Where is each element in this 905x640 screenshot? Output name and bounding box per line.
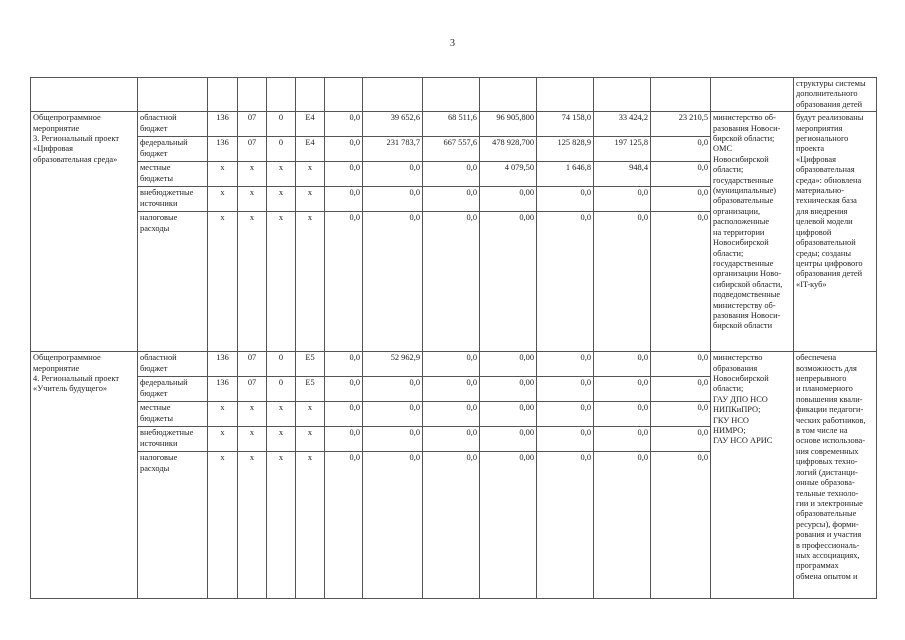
grbs-cell: 136 [208, 137, 238, 162]
executor-cell-line: разования Новоси- [713, 310, 781, 320]
csr-cell: x [296, 162, 325, 187]
value-cell: 0,0 [325, 352, 363, 377]
executor-cell-line: образования [713, 363, 758, 373]
value-cell: 0,0 [594, 352, 651, 377]
value-cell: 0,00 [480, 377, 537, 402]
program-table [30, 77, 877, 599]
funding-source-cell: областной бюджет [138, 112, 208, 137]
funding-source-cell: местные бюджеты [138, 402, 208, 427]
value-cell: 0,0 [594, 187, 651, 212]
executor-cell-line: организации, [713, 206, 761, 216]
value-cell: 0,0 [651, 377, 711, 402]
executor-cell-line: ОМС [713, 144, 733, 154]
value-cell: 0,0 [363, 427, 423, 452]
pr-cell: 0 [267, 377, 296, 402]
executor-cell [711, 112, 794, 352]
grbs-cell: 136 [208, 377, 238, 402]
value-cell: 33 424,2 [594, 112, 651, 137]
value-cell: 0,0 [594, 452, 651, 599]
value-cell: 0,0 [325, 187, 363, 212]
executor-cell-line: на территории [713, 227, 765, 237]
funding-source-cell: внебюджетные источники [138, 427, 208, 452]
rz-cell: x [238, 212, 267, 352]
result-cell-line: и планомерного [796, 384, 853, 394]
result-cell-line: «Цифровая [796, 154, 836, 164]
measure-name-cell-line: Общепрограммное [33, 353, 101, 363]
grbs-cell: x [208, 452, 238, 599]
executor-cell-line: организации Ново- [713, 269, 782, 279]
rz-cell: x [238, 452, 267, 599]
executor-cell-line: расположенные [713, 217, 770, 227]
value-cell: 0,0 [537, 352, 594, 377]
value-cell: 0,0 [651, 452, 711, 599]
pr-cell: x [267, 162, 296, 187]
measure-name-cell-line: 3. Региональный проект [33, 134, 119, 144]
value-cell: 0,0 [363, 187, 423, 212]
result-cell-line: в профессиональ- [796, 540, 860, 550]
value-cell: 0,0 [423, 377, 480, 402]
result-cell-line: образовательная [796, 165, 855, 175]
value-cell: 0,0 [423, 427, 480, 452]
value-cell: 96 905,800 [480, 112, 537, 137]
executor-cell-line: государственные [713, 258, 774, 268]
measure-name-cell [31, 112, 138, 352]
value-cell: 0,0 [423, 452, 480, 599]
executor-cell-line: Новосибирской [713, 374, 769, 384]
pr-cell: 0 [267, 137, 296, 162]
measure-name-cell [31, 352, 138, 599]
pr-cell: x [267, 452, 296, 599]
measure-name-cell-line: 4. Региональный проект [33, 374, 119, 384]
executor-cell-line: области; [713, 384, 744, 394]
rz-cell: x [238, 427, 267, 452]
value-cell: 0,00 [480, 187, 537, 212]
result-cell-line: среды; созданы [796, 248, 851, 258]
value-cell: 39 652,6 [363, 112, 423, 137]
result-cell-line: цифровой [796, 227, 832, 237]
header-result-cell: структуры системы дополнительного образования детей [794, 78, 877, 112]
value-cell: 4 079,50 [480, 162, 537, 187]
value-cell: 667 557,6 [423, 137, 480, 162]
result-cell-line: повышения квали- [796, 394, 863, 404]
executor-cell-line: разования Новоси- [713, 123, 781, 133]
csr-cell: E4 [296, 112, 325, 137]
value-cell: 0,0 [651, 137, 711, 162]
measure-name-cell-line: мероприятие [33, 123, 80, 133]
value-cell: 0,0 [423, 402, 480, 427]
result-cell-line: целевой модели [796, 217, 853, 227]
value-cell: 0,0 [594, 212, 651, 352]
value-cell: 0,0 [651, 212, 711, 352]
value-cell: 0,0 [423, 352, 480, 377]
result-cell-line: фикации педагоги- [796, 405, 864, 415]
executor-cell-line: сибирской области, [713, 279, 783, 289]
value-cell: 0,00 [480, 452, 537, 599]
grbs-cell: x [208, 427, 238, 452]
grbs-cell: x [208, 162, 238, 187]
measure-name-cell-line: «Учитель будущего» [33, 384, 108, 394]
value-cell: 0,0 [423, 212, 480, 352]
value-cell: 0,0 [537, 377, 594, 402]
value-cell: 0,0 [363, 212, 423, 352]
rz-cell: 07 [238, 112, 267, 137]
result-cell-line: центры цифрового [796, 258, 863, 268]
pr-cell: x [267, 187, 296, 212]
table-row [31, 352, 877, 377]
executor-cell-line: Новосибирской [713, 238, 769, 248]
grbs-cell: x [208, 187, 238, 212]
csr-cell: E5 [296, 352, 325, 377]
executor-cell-line: Новосибирской [713, 154, 769, 164]
executor-cell-line: ГАУ НСО АРИС [713, 436, 773, 446]
rz-cell: x [238, 402, 267, 427]
rz-cell: 07 [238, 137, 267, 162]
funding-source-cell: внебюджетные источники [138, 187, 208, 212]
value-cell: 1 646,8 [537, 162, 594, 187]
executor-cell-line: ГКУ НСО [713, 415, 749, 425]
result-cell-line: проекта [796, 144, 825, 154]
grbs-cell: 136 [208, 352, 238, 377]
executor-cell-line: министерству об- [713, 300, 776, 310]
value-cell: 0,0 [363, 377, 423, 402]
value-cell: 0,00 [480, 427, 537, 452]
funding-source-cell: местные бюджеты [138, 162, 208, 187]
value-cell: 948,4 [594, 162, 651, 187]
result-cell-line: среда»: обновлена [796, 175, 862, 185]
value-cell: 0,0 [325, 402, 363, 427]
result-cell-line: основе использова- [796, 436, 866, 446]
table-row [31, 112, 877, 137]
executor-cell-line: министерство об- [713, 113, 776, 123]
funding-source-cell: налоговые расходы [138, 212, 208, 352]
executor-cell-line: бирской области; [713, 134, 775, 144]
value-cell: 0,0 [325, 452, 363, 599]
result-cell-line: ческих работников, [796, 415, 866, 425]
result-cell-line: ных ассоциациях, [796, 550, 860, 560]
value-cell: 23 210,5 [651, 112, 711, 137]
executor-cell-line: подведомственные [713, 290, 781, 300]
value-cell: 0,0 [363, 162, 423, 187]
executor-cell-line: ГАУ ДПО НСО [713, 394, 768, 404]
value-cell: 0,0 [651, 427, 711, 452]
value-cell: 0,0 [594, 377, 651, 402]
result-cell-line: материально- [796, 186, 845, 196]
result-cell-line: в том числе на [796, 426, 848, 436]
result-cell-line: логий (дистанци- [796, 467, 858, 477]
result-cell-line: гии и электронные [796, 498, 863, 508]
value-cell: 0,0 [325, 162, 363, 187]
value-cell: 0,0 [537, 212, 594, 352]
executor-cell-line: области; [713, 248, 744, 258]
rz-cell: 07 [238, 352, 267, 377]
value-cell: 0,0 [651, 162, 711, 187]
value-cell: 0,0 [325, 112, 363, 137]
result-cell-line: образовательные [796, 509, 857, 519]
funding-source-cell: областной бюджет [138, 352, 208, 377]
value-cell: 0,0 [594, 427, 651, 452]
value-cell: 0,00 [480, 402, 537, 427]
result-cell-line: образования детей [796, 269, 863, 279]
measure-name-cell-line: Общепрограммное [33, 113, 101, 123]
funding-source-cell: налоговые расходы [138, 452, 208, 599]
result-cell-line: регионального [796, 134, 849, 144]
value-cell: 0,00 [480, 212, 537, 352]
value-cell: 0,0 [325, 427, 363, 452]
result-cell-line: обмена опытом и [796, 571, 858, 581]
value-cell: 478 928,700 [480, 137, 537, 162]
value-cell: 231 783,7 [363, 137, 423, 162]
result-cell-line: тельные техноло- [796, 488, 859, 498]
result-cell-line: для внедрения [796, 206, 848, 216]
csr-cell: x [296, 427, 325, 452]
csr-cell: x [296, 452, 325, 599]
funding-source-cell: федеральный бюджет [138, 137, 208, 162]
measure-name-cell-line: мероприятие [33, 363, 80, 373]
csr-cell: E4 [296, 137, 325, 162]
measure-name-cell-line: «Цифровая [33, 144, 73, 154]
result-cell-line: будут реализованы [796, 113, 864, 123]
pr-cell: 0 [267, 352, 296, 377]
executor-cell-line: области; [713, 165, 744, 175]
result-cell-line: «IT-куб» [796, 279, 827, 289]
value-cell: 0,0 [423, 162, 480, 187]
result-cell-line: программах [796, 561, 839, 571]
rz-cell: 07 [238, 377, 267, 402]
value-cell: 0,0 [537, 427, 594, 452]
executor-cell-line: государственные [713, 175, 774, 185]
result-cell-line: ресурсы), форми- [796, 519, 859, 529]
measure-name-cell-line: образовательная среда» [33, 154, 118, 164]
executor-cell-line: (муниципальные) [713, 186, 777, 196]
pr-cell: x [267, 402, 296, 427]
result-cell-line: обеспечена [796, 353, 837, 363]
value-cell: 0,0 [651, 187, 711, 212]
result-cell [794, 112, 877, 352]
csr-cell: x [296, 212, 325, 352]
grbs-cell: x [208, 212, 238, 352]
value-cell: 0,0 [363, 402, 423, 427]
value-cell: 0,0 [537, 402, 594, 427]
value-cell: 52 962,9 [363, 352, 423, 377]
value-cell: 0,0 [651, 402, 711, 427]
result-cell-line: непрерывного [796, 374, 847, 384]
value-cell: 0,0 [325, 377, 363, 402]
executor-cell-line: образовательные [713, 196, 774, 206]
result-cell-line: онные образова- [796, 478, 855, 488]
value-cell: 197 125,8 [594, 137, 651, 162]
result-cell-line: цифровых техно- [796, 457, 858, 467]
value-cell: 74 158,0 [537, 112, 594, 137]
value-cell: 0,0 [325, 137, 363, 162]
executor-cell-line: НИМРО; [713, 426, 746, 436]
csr-cell: x [296, 402, 325, 427]
grbs-cell: x [208, 402, 238, 427]
value-cell: 0,0 [651, 352, 711, 377]
pr-cell: x [267, 427, 296, 452]
result-cell-line: техническая база [796, 196, 857, 206]
result-cell-line: рования и участия [796, 530, 862, 540]
value-cell: 125 828,9 [537, 137, 594, 162]
result-cell-line: мероприятия [796, 123, 843, 133]
value-cell: 0,0 [537, 187, 594, 212]
executor-cell-line: НИПКиПРО; [713, 405, 761, 415]
result-cell-line: возможность для [796, 363, 857, 373]
grbs-cell: 136 [208, 112, 238, 137]
pr-cell: 0 [267, 112, 296, 137]
result-cell [794, 352, 877, 599]
rz-cell: x [238, 162, 267, 187]
value-cell: 0,0 [537, 452, 594, 599]
value-cell: 0,0 [594, 402, 651, 427]
executor-cell [711, 352, 794, 599]
rz-cell: x [238, 187, 267, 212]
csr-cell: E5 [296, 377, 325, 402]
value-cell: 68 511,6 [423, 112, 480, 137]
header-row [31, 78, 877, 112]
value-cell: 0,0 [325, 212, 363, 352]
page-number: 3 [450, 38, 455, 49]
csr-cell: x [296, 187, 325, 212]
value-cell: 0,0 [363, 452, 423, 599]
pr-cell: x [267, 212, 296, 352]
executor-cell-line: бирской области [713, 321, 773, 331]
value-cell: 0,0 [423, 187, 480, 212]
funding-source-cell: федеральный бюджет [138, 377, 208, 402]
result-cell-line: образовательной [796, 238, 856, 248]
result-cell-line: ния современных [796, 446, 859, 456]
value-cell: 0,00 [480, 352, 537, 377]
executor-cell-line: министерство [713, 353, 763, 363]
